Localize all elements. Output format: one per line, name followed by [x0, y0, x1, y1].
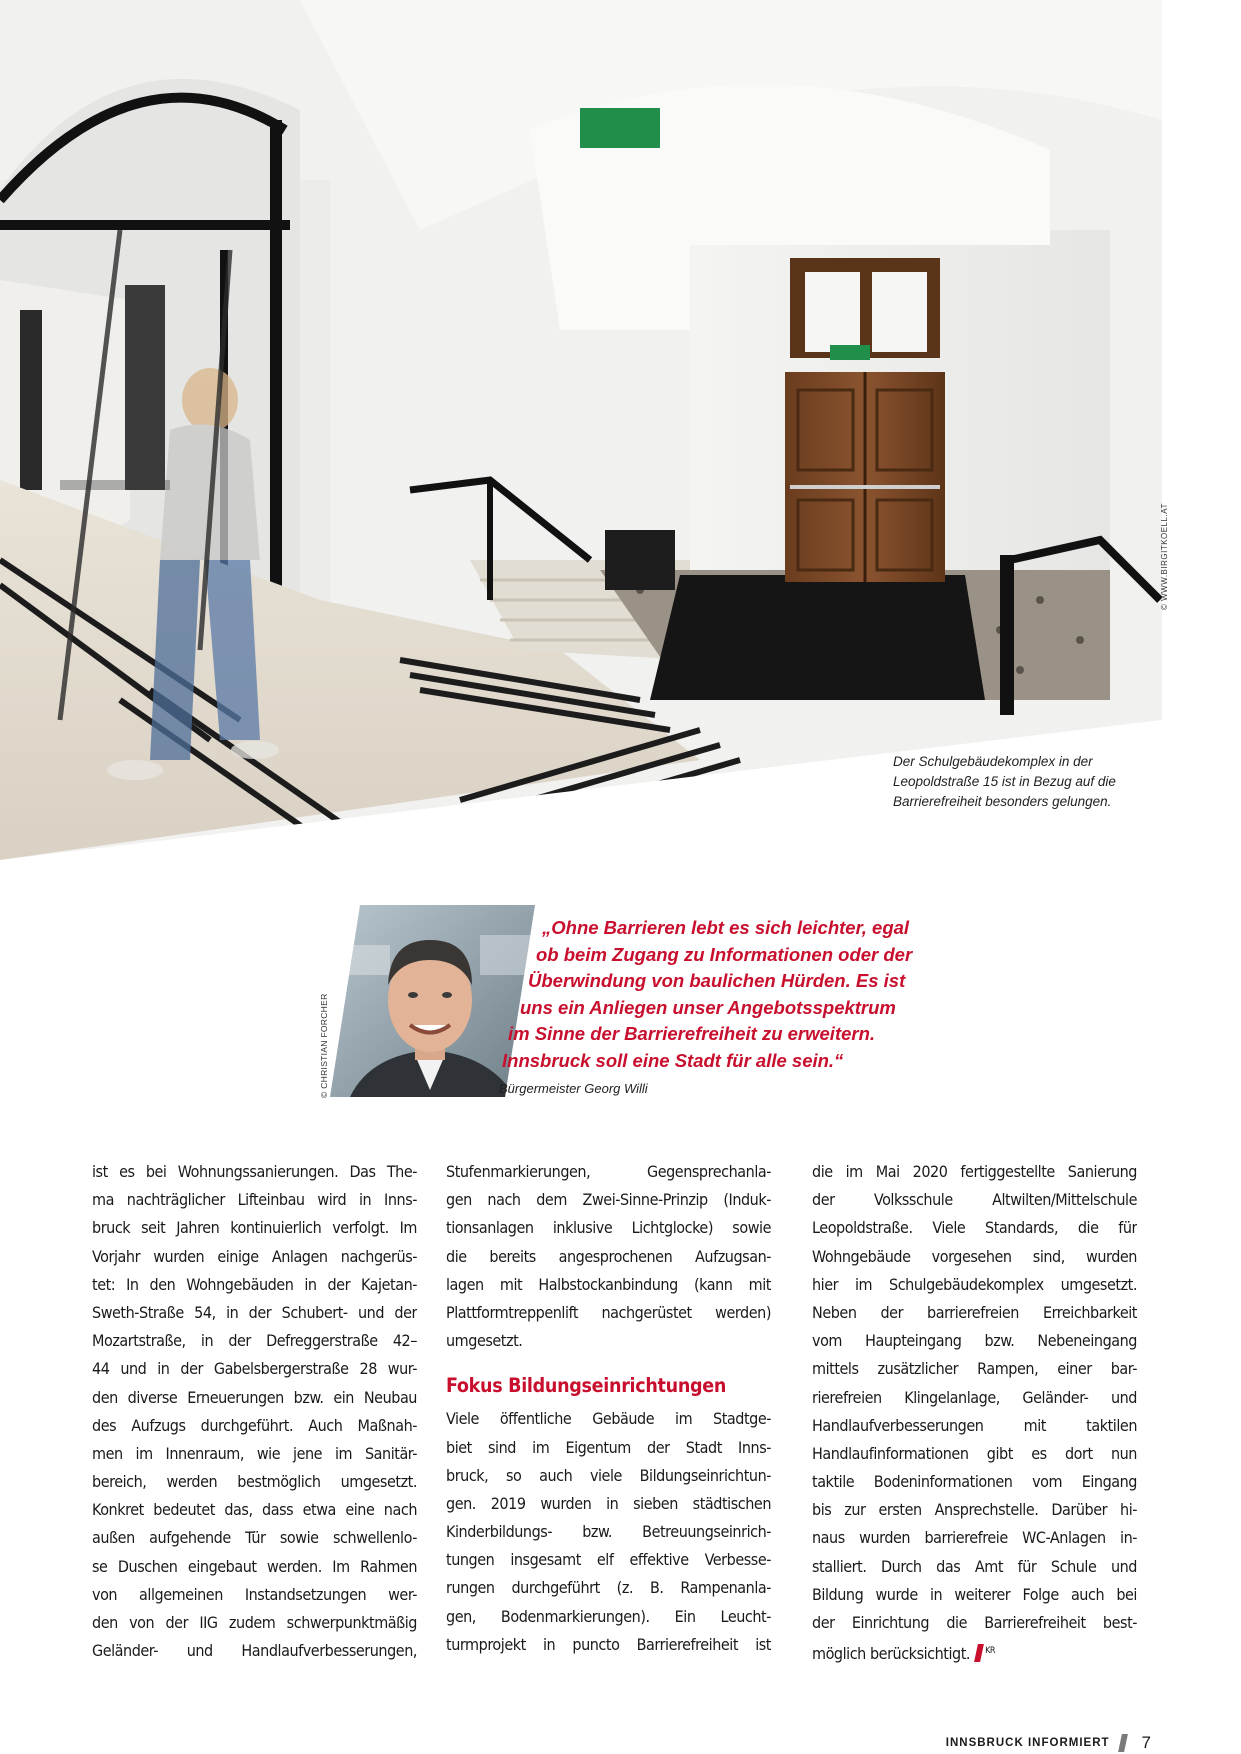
text-line: Konkret bedeutet das, dass etwa eine nach [92, 1500, 417, 1520]
quote-line: im Sinne der Barrierefreiheit zu erweitern. [508, 1023, 876, 1044]
text-line: ist es bei Wohnungssanierungen. Das The- [92, 1162, 417, 1181]
text-line: die im Mai 2020 fertiggestellte Sanierung [812, 1162, 1137, 1181]
quote-author: Bürgermeister Georg Willi [499, 1081, 648, 1096]
text-line: bereich, werden bestmöglich umgesetzt. [92, 1472, 417, 1492]
text-line: gen, Bodenmarkierungen). Ein Leucht- [446, 1606, 771, 1626]
text-line: biet sind im Eigentum der Stadt Inns- [446, 1437, 771, 1457]
text-column-3 [812, 1158, 1137, 1665]
text-line: gen nach dem Zwei-Sinne-Prinzip (Induk- [446, 1190, 771, 1210]
text-line: mittels zusätzlicher Rampen, einer bar- [812, 1359, 1137, 1379]
text-line: des Aufzugs durchgeführt. Auch Maßnah- [92, 1415, 417, 1435]
quote-line: ob beim Zugang zu Informationen oder der [536, 943, 913, 965]
text-line: der Volksschule Altwilten/Mittelschule [812, 1190, 1137, 1210]
text-line: tionsanlagen inklusive Lichtglocke) sowie [446, 1218, 771, 1238]
text-line: hier im Schulgebäudekomplex umgesetzt. [812, 1274, 1137, 1294]
text-line: Geländer- und Handlaufverbesserungen, [92, 1641, 417, 1661]
author-initials: KR [985, 1646, 996, 1657]
text-line: 44 und in der Gabelsbergerstraße 28 wur- [92, 1359, 417, 1379]
portrait-credit: © CHRISTIAN FORCHER [319, 993, 329, 1098]
text-line-last [812, 1637, 1137, 1665]
quote-line: „Ohne Barrieren lebt es sich leichter, egal [542, 917, 910, 938]
text-line: der Einrichtung die Barrierefreiheit best- [812, 1613, 1137, 1632]
text-line: den von der IIG zudem schwerpunktmäßig [92, 1613, 417, 1632]
text-line: außen aufgehende Tür sowie schwellenlo- [92, 1528, 417, 1548]
text-line: Handlaufinformationen gibt es dort nun [812, 1443, 1137, 1463]
text-line: Stufenmarkierungen, Gegensprechanla- [446, 1162, 771, 1181]
text-line: rierefreien Klingelanlage, Geländer- und [812, 1387, 1137, 1407]
text-line: turmprojekt in puncto Barrierefreiheit ist [446, 1634, 771, 1654]
text-line: Handlaufverbesserungen mit taktilen [812, 1415, 1137, 1435]
photo-caption [893, 752, 1193, 812]
text-column-1 [92, 1158, 417, 1665]
text-line: die bereits angesprochenen Aufzugsan- [446, 1246, 771, 1266]
text-line: Sweth-Straße 54, in der Schubert- und der [92, 1302, 417, 1322]
text-line: tungen insgesamt elf effektive Verbesse- [446, 1550, 771, 1570]
page-number: 7 [1141, 1733, 1151, 1752]
text-line: bis zur ersten Ansprechstelle. Darüber hi- [812, 1500, 1137, 1520]
text-line: Wohngebäude vorgesehen sind, wurden [812, 1246, 1137, 1266]
text-line: Mozartstraße, in der Defreggerstraße 42– [92, 1331, 417, 1351]
end-mark-icon [974, 1644, 984, 1662]
text-line: tet: In den Wohngebäuden in der Kajetan- [92, 1274, 417, 1294]
quote-line: Innsbruck soll eine Stadt für alle sein.“ [502, 1049, 844, 1071]
text-line: Plattformtreppenlift nachgerüstet werden) [446, 1302, 771, 1322]
text-line: lagen mit Halbstockanbindung (kann mit [446, 1274, 771, 1294]
school-stairwell-photo [0, 0, 1241, 870]
caption-line: Barrierefreiheit besonders gelungen. [893, 794, 1112, 809]
text-line: den diverse Erneuerungen bzw. ein Neubau [92, 1387, 417, 1407]
text-line: rungen durchgeführt (z. B. Rampenanla- [446, 1578, 771, 1598]
text-line: taktile Bodeninformationen vom Eingang [812, 1472, 1137, 1492]
quote-line: Überwindung von baulichen Hürden. Es ist [528, 970, 906, 991]
caption-line: Leopoldstraße 15 ist in Bezug auf die [893, 774, 1116, 789]
text-line: umgesetzt. [446, 1331, 523, 1351]
text-line: ma nachträglicher Lifteinbau wird in Inns- [92, 1190, 417, 1210]
photo-credit: © WWW.BIRGITKOELL.AT [1160, 503, 1169, 610]
text-line: Bildung wurde in weiterer Folge auch bei [812, 1584, 1137, 1604]
text-line: bruck, so auch viele Bildungseinrichtun- [446, 1465, 771, 1485]
text-line: von allgemeinen Instandsetzungen wer- [92, 1584, 417, 1604]
caption-line: Der Schulgebäudekomplex in der [893, 754, 1093, 769]
text-line: naus wurden barrierefreie WC-Anlagen in- [812, 1528, 1137, 1548]
text-line: se Duschen eingebaut werden. Im Rahmen [92, 1556, 417, 1576]
text-line: Leopoldstraße. Viele Standards, die für [812, 1218, 1137, 1238]
text-line: bruck seit Jahren kontinuierlich verfolgt. Im [92, 1218, 417, 1238]
page-footer [946, 1733, 1151, 1753]
text-line: Viele öffentliche Gebäude im Stadtge- [446, 1409, 771, 1429]
text-line: Neben der barrierefreien Erreichbarkeit [812, 1302, 1137, 1322]
last-sentence: möglich berücksichtigt. [812, 1644, 971, 1664]
text-column-2 [446, 1158, 771, 1659]
pull-quote [498, 915, 938, 1074]
quote-line: uns ein Anliegen unser Angebotsspektrum [520, 996, 896, 1018]
text-line: stalliert. Durch das Amt für Schule und [812, 1556, 1137, 1576]
text-line: vom Haupteingang bzw. Nebeneingang [812, 1331, 1137, 1351]
text-line: men im Innenraum, wie jene im Sanitär- [92, 1443, 417, 1463]
hero-photo [0, 0, 1241, 870]
slash-mark-icon [1118, 1734, 1128, 1752]
text-line: gen. 2019 wurden in sieben städtischen [446, 1493, 771, 1513]
text-line: Vorjahr wurden einige Anlagen nachgerüs- [92, 1246, 417, 1266]
section-heading: Fokus Bildungseinrichtungen [446, 1374, 727, 1398]
text-line: Kinderbildungs- bzw. Betreuungseinrich- [446, 1522, 771, 1542]
publication-name: INNSBRUCK INFORMIERT [945, 1737, 1110, 1749]
